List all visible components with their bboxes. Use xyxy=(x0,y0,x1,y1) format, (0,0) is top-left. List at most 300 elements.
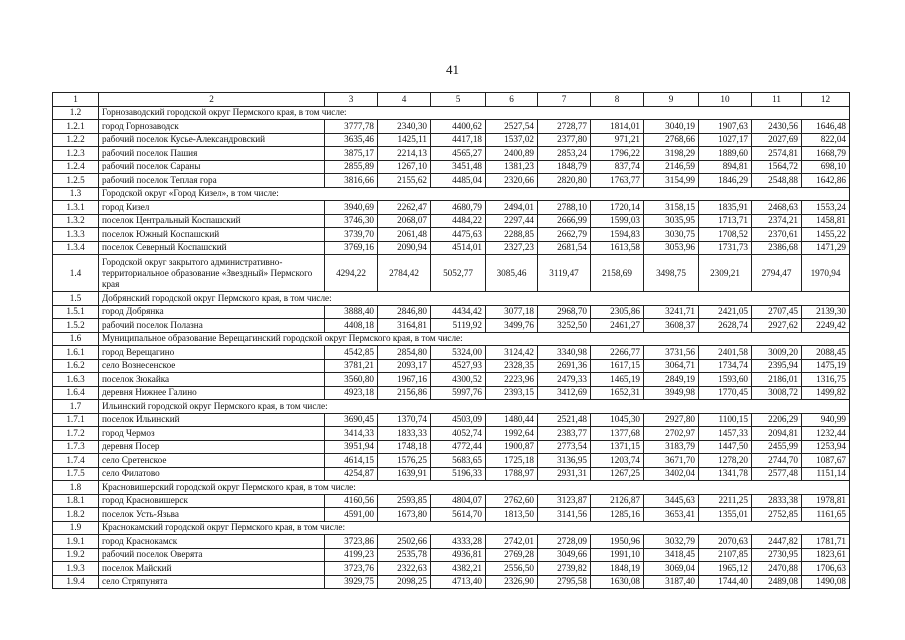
value-cell: 2593,85 xyxy=(378,494,431,508)
value-cell: 4527,93 xyxy=(431,359,486,373)
settlement-name-cell: поселок Южный Коспашский xyxy=(99,228,325,242)
row-code-cell: 1.2.3 xyxy=(53,147,99,161)
value-cell: 1788,97 xyxy=(486,467,538,481)
value-cell: 3141,56 xyxy=(538,508,591,522)
value-cell: 1708,52 xyxy=(699,228,752,242)
value-cell: 2527,54 xyxy=(486,120,538,134)
value-cell: 1267,10 xyxy=(378,160,431,174)
value-cell: 2479,33 xyxy=(538,373,591,387)
value-cell: 2107,85 xyxy=(699,548,752,562)
table-row xyxy=(53,562,850,576)
value-cell: 3241,71 xyxy=(644,305,699,319)
value-cell: 4475,63 xyxy=(431,228,486,242)
value-cell: 3739,70 xyxy=(325,228,378,242)
value-cell: 2666,99 xyxy=(538,214,591,228)
row-code-cell: 1.7.4 xyxy=(53,454,99,468)
value-cell: 2461,27 xyxy=(591,319,644,333)
value-cell: 1781,71 xyxy=(802,535,850,549)
settlement-name-cell: город Красновишерск xyxy=(99,494,325,508)
value-cell: 1713,71 xyxy=(699,214,752,228)
row-code-cell: 1.2.2 xyxy=(53,133,99,147)
value-cell: 5683,65 xyxy=(431,454,486,468)
value-cell: 1100,15 xyxy=(699,413,752,427)
row-code-cell: 1.2.1 xyxy=(53,120,99,134)
header-cell: 3 xyxy=(325,93,378,107)
value-cell: 1377,68 xyxy=(591,427,644,441)
value-cell: 2297,44 xyxy=(486,214,538,228)
row-code-cell: 1.6 xyxy=(53,332,99,346)
row-code-cell: 1.7.5 xyxy=(53,467,99,481)
value-cell: 971,21 xyxy=(591,133,644,147)
value-cell: 1613,58 xyxy=(591,241,644,255)
value-cell: 2158,69 xyxy=(591,255,644,292)
settlement-name-cell: поселок Усть-Язьва xyxy=(99,508,325,522)
value-cell: 4713,40 xyxy=(431,575,486,589)
value-cell: 3414,33 xyxy=(325,427,378,441)
value-cell: 2742,01 xyxy=(486,535,538,549)
section-row xyxy=(53,481,850,495)
value-cell: 1992,64 xyxy=(486,427,538,441)
value-cell: 2374,21 xyxy=(752,214,802,228)
value-cell: 2707,45 xyxy=(752,305,802,319)
value-cell: 1341,78 xyxy=(699,467,752,481)
value-cell: 2489,08 xyxy=(752,575,802,589)
settlement-name-cell: рабочий поселок Пашия xyxy=(99,147,325,161)
value-cell: 1045,30 xyxy=(591,413,644,427)
value-cell: 1668,79 xyxy=(802,147,850,161)
value-cell: 822,04 xyxy=(802,133,850,147)
value-cell: 1642,86 xyxy=(802,174,850,188)
value-cell: 4400,62 xyxy=(431,120,486,134)
value-cell: 1720,14 xyxy=(591,201,644,215)
settlement-name-cell: поселок Северный Коспашский xyxy=(99,241,325,255)
value-cell: 1499,82 xyxy=(802,386,850,400)
value-cell: 4772,44 xyxy=(431,440,486,454)
value-cell: 2556,50 xyxy=(486,562,538,576)
table-header xyxy=(53,93,850,107)
table-row xyxy=(53,174,850,188)
value-cell: 2370,61 xyxy=(752,228,802,242)
value-cell: 3030,75 xyxy=(644,228,699,242)
header-cell: 1 xyxy=(53,93,99,107)
value-cell: 1706,63 xyxy=(802,562,850,576)
value-cell: 1371,15 xyxy=(591,440,644,454)
value-cell: 4300,52 xyxy=(431,373,486,387)
header-cell: 11 xyxy=(752,93,802,107)
value-cell: 1823,61 xyxy=(802,548,850,562)
value-cell: 3769,16 xyxy=(325,241,378,255)
value-cell: 2739,82 xyxy=(538,562,591,576)
value-cell: 2094,81 xyxy=(752,427,802,441)
table-body xyxy=(53,106,850,589)
value-cell: 4936,81 xyxy=(431,548,486,562)
value-cell: 2061,48 xyxy=(378,228,431,242)
value-cell: 3412,69 xyxy=(538,386,591,400)
value-cell: 3340,98 xyxy=(538,346,591,360)
value-cell: 2288,85 xyxy=(486,228,538,242)
value-cell: 1161,65 xyxy=(802,508,850,522)
value-cell: 1087,67 xyxy=(802,454,850,468)
value-cell: 698,10 xyxy=(802,160,850,174)
value-cell: 3077,18 xyxy=(486,305,538,319)
table-row xyxy=(53,241,850,255)
value-cell: 3198,29 xyxy=(644,147,699,161)
value-cell: 1576,25 xyxy=(378,454,431,468)
header-row xyxy=(53,93,850,107)
value-cell: 1490,08 xyxy=(802,575,850,589)
value-cell: 1553,24 xyxy=(802,201,850,215)
value-cell: 3049,66 xyxy=(538,548,591,562)
value-cell: 2377,80 xyxy=(538,133,591,147)
settlement-name-cell: рабочий поселок Сараны xyxy=(99,160,325,174)
value-cell: 3008,72 xyxy=(752,386,802,400)
value-cell: 2326,90 xyxy=(486,575,538,589)
settlement-name-cell: село Филатово xyxy=(99,467,325,481)
value-cell: 1725,18 xyxy=(486,454,538,468)
value-cell: 1480,44 xyxy=(486,413,538,427)
value-cell: 1471,29 xyxy=(802,241,850,255)
value-cell: 2305,86 xyxy=(591,305,644,319)
value-cell: 4434,42 xyxy=(431,305,486,319)
row-code-cell: 1.9.4 xyxy=(53,575,99,589)
value-cell: 2156,86 xyxy=(378,386,431,400)
value-cell: 1846,29 xyxy=(699,174,752,188)
row-code-cell: 1.7.3 xyxy=(53,440,99,454)
value-cell: 2833,38 xyxy=(752,494,802,508)
value-cell: 3040,19 xyxy=(644,120,699,134)
row-code-cell: 1.5.1 xyxy=(53,305,99,319)
value-cell: 4680,79 xyxy=(431,201,486,215)
value-cell: 1991,10 xyxy=(591,548,644,562)
value-cell: 2383,77 xyxy=(538,427,591,441)
value-cell: 3635,46 xyxy=(325,133,378,147)
value-cell: 3499,76 xyxy=(486,319,538,333)
section-row xyxy=(53,332,850,346)
value-cell: 5614,70 xyxy=(431,508,486,522)
table-row xyxy=(53,373,850,387)
value-cell: 3124,42 xyxy=(486,346,538,360)
value-cell: 3777,78 xyxy=(325,120,378,134)
table-row xyxy=(53,133,850,147)
settlement-name-cell: город Добрянка xyxy=(99,305,325,319)
value-cell: 2393,15 xyxy=(486,386,538,400)
value-cell: 894,81 xyxy=(699,160,752,174)
settlement-name-cell: Городской округ закрытого административно-территориальное образование «Звездный» Пермского края xyxy=(99,255,325,292)
value-cell: 3498,75 xyxy=(644,255,699,292)
settlement-name-cell: рабочий поселок Оверята xyxy=(99,548,325,562)
settlement-name-cell: город Горнозаводск xyxy=(99,120,325,134)
value-cell: 3608,37 xyxy=(644,319,699,333)
value-cell: 2309,21 xyxy=(699,255,752,292)
value-cell: 2854,80 xyxy=(378,346,431,360)
section-row xyxy=(53,292,850,306)
value-cell: 2521,48 xyxy=(538,413,591,427)
section-row xyxy=(53,106,850,120)
value-cell: 2535,78 xyxy=(378,548,431,562)
value-cell: 2574,81 xyxy=(752,147,802,161)
row-code-cell: 1.7.1 xyxy=(53,413,99,427)
value-cell: 3154,99 xyxy=(644,174,699,188)
row-code-cell: 1.8 xyxy=(53,481,99,495)
value-cell: 1370,74 xyxy=(378,413,431,427)
value-cell: 3816,66 xyxy=(325,174,378,188)
value-cell: 2068,07 xyxy=(378,214,431,228)
value-cell: 3951,94 xyxy=(325,440,378,454)
value-cell: 3560,80 xyxy=(325,373,378,387)
header-cell: 6 xyxy=(486,93,538,107)
value-cell: 1907,63 xyxy=(699,120,752,134)
row-code-cell: 1.4 xyxy=(53,255,99,292)
row-code-cell: 1.3.1 xyxy=(53,201,99,215)
value-cell: 2849,19 xyxy=(644,373,699,387)
settlement-name-cell: город Краснокамск xyxy=(99,535,325,549)
section-title-cell: Муниципальное образование Верещагинский городской округ Пермского края, в том числе: xyxy=(99,332,850,346)
value-cell: 1748,18 xyxy=(378,440,431,454)
value-cell: 3085,46 xyxy=(486,255,538,292)
value-cell: 1278,20 xyxy=(699,454,752,468)
row-code-cell: 1.3.4 xyxy=(53,241,99,255)
section-row xyxy=(53,521,850,535)
value-cell: 2223,96 xyxy=(486,373,538,387)
value-cell: 2214,13 xyxy=(378,147,431,161)
value-cell: 2468,63 xyxy=(752,201,802,215)
row-code-cell: 1.5 xyxy=(53,292,99,306)
value-cell: 1813,50 xyxy=(486,508,538,522)
value-cell: 4804,07 xyxy=(431,494,486,508)
table-row xyxy=(53,201,850,215)
value-cell: 2927,62 xyxy=(752,319,802,333)
value-cell: 2820,80 xyxy=(538,174,591,188)
row-code-cell: 1.8.2 xyxy=(53,508,99,522)
value-cell: 4514,01 xyxy=(431,241,486,255)
value-cell: 1537,02 xyxy=(486,133,538,147)
value-cell: 1833,33 xyxy=(378,427,431,441)
value-cell: 3875,17 xyxy=(325,147,378,161)
value-cell: 1316,75 xyxy=(802,373,850,387)
settlement-name-cell: поселок Ильинский xyxy=(99,413,325,427)
value-cell: 3723,86 xyxy=(325,535,378,549)
row-code-cell: 1.9.2 xyxy=(53,548,99,562)
table-row xyxy=(53,467,850,481)
settlement-name-cell: поселок Майский xyxy=(99,562,325,576)
value-cell: 3723,76 xyxy=(325,562,378,576)
value-cell: 1457,33 xyxy=(699,427,752,441)
value-cell: 3418,45 xyxy=(644,548,699,562)
row-code-cell: 1.6.2 xyxy=(53,359,99,373)
value-cell: 1673,80 xyxy=(378,508,431,522)
value-cell: 1203,74 xyxy=(591,454,644,468)
value-cell: 837,74 xyxy=(591,160,644,174)
value-cell: 2262,47 xyxy=(378,201,431,215)
value-cell: 3451,48 xyxy=(431,160,486,174)
value-cell: 3064,71 xyxy=(644,359,699,373)
header-cell: 12 xyxy=(802,93,850,107)
value-cell: 1455,22 xyxy=(802,228,850,242)
value-cell: 1835,91 xyxy=(699,201,752,215)
value-cell: 3136,95 xyxy=(538,454,591,468)
value-cell: 1151,14 xyxy=(802,467,850,481)
header-cell: 4 xyxy=(378,93,431,107)
value-cell: 2146,59 xyxy=(644,160,699,174)
settlement-name-cell: рабочий поселок Полазна xyxy=(99,319,325,333)
value-cell: 2090,94 xyxy=(378,241,431,255)
value-cell: 1950,96 xyxy=(591,535,644,549)
value-cell: 2328,35 xyxy=(486,359,538,373)
value-cell: 1285,16 xyxy=(591,508,644,522)
value-cell: 4484,22 xyxy=(431,214,486,228)
table-row xyxy=(53,319,850,333)
settlement-name-cell: рабочий поселок Теплая гора xyxy=(99,174,325,188)
value-cell: 2728,77 xyxy=(538,120,591,134)
header-cell: 5 xyxy=(431,93,486,107)
row-code-cell: 1.6.1 xyxy=(53,346,99,360)
table-row xyxy=(53,508,850,522)
value-cell: 2752,85 xyxy=(752,508,802,522)
value-cell: 3009,20 xyxy=(752,346,802,360)
value-cell: 1639,91 xyxy=(378,467,431,481)
settlement-name-cell: город Чермоз xyxy=(99,427,325,441)
value-cell: 2421,05 xyxy=(699,305,752,319)
value-cell: 2386,68 xyxy=(752,241,802,255)
value-cell: 2846,80 xyxy=(378,305,431,319)
value-cell: 4408,18 xyxy=(325,319,378,333)
value-cell: 1465,19 xyxy=(591,373,644,387)
value-cell: 1744,40 xyxy=(699,575,752,589)
value-cell: 2455,99 xyxy=(752,440,802,454)
value-cell: 2249,42 xyxy=(802,319,850,333)
value-cell: 3053,96 xyxy=(644,241,699,255)
value-cell: 2795,58 xyxy=(538,575,591,589)
value-cell: 1447,50 xyxy=(699,440,752,454)
table-row xyxy=(53,575,850,589)
value-cell: 2702,97 xyxy=(644,427,699,441)
value-cell: 3940,69 xyxy=(325,201,378,215)
settlement-name-cell: деревня Нижнее Галино xyxy=(99,386,325,400)
value-cell: 4591,00 xyxy=(325,508,378,522)
value-cell: 2768,66 xyxy=(644,133,699,147)
value-cell: 1734,74 xyxy=(699,359,752,373)
header-cell: 8 xyxy=(591,93,644,107)
table-row xyxy=(53,346,850,360)
settlement-name-cell: село Сретенское xyxy=(99,454,325,468)
value-cell: 2401,58 xyxy=(699,346,752,360)
table-row xyxy=(53,386,850,400)
row-code-cell: 1.3.3 xyxy=(53,228,99,242)
row-code-cell: 1.3 xyxy=(53,187,99,201)
value-cell: 3746,30 xyxy=(325,214,378,228)
value-cell: 1617,15 xyxy=(591,359,644,373)
value-cell: 3929,75 xyxy=(325,575,378,589)
value-cell: 2088,45 xyxy=(802,346,850,360)
table-row xyxy=(53,120,850,134)
value-cell: 1594,83 xyxy=(591,228,644,242)
value-cell: 1731,73 xyxy=(699,241,752,255)
settlement-name-cell: село Стряпунята xyxy=(99,575,325,589)
row-code-cell: 1.3.2 xyxy=(53,214,99,228)
settlement-name-cell: город Кизел xyxy=(99,201,325,215)
value-cell: 1967,16 xyxy=(378,373,431,387)
value-cell: 1425,11 xyxy=(378,133,431,147)
table-row xyxy=(53,494,850,508)
value-cell: 3888,40 xyxy=(325,305,378,319)
value-cell: 1646,48 xyxy=(802,120,850,134)
table-row xyxy=(53,228,850,242)
settlement-name-cell: город Верещагино xyxy=(99,346,325,360)
value-cell: 940,99 xyxy=(802,413,850,427)
table-row xyxy=(53,255,850,292)
section-row xyxy=(53,400,850,414)
table-row xyxy=(53,413,850,427)
value-cell: 1763,77 xyxy=(591,174,644,188)
value-cell: 5997,76 xyxy=(431,386,486,400)
value-cell: 2681,54 xyxy=(538,241,591,255)
section-row xyxy=(53,187,850,201)
value-cell: 2548,88 xyxy=(752,174,802,188)
row-code-cell: 1.2 xyxy=(53,106,99,120)
value-cell: 1253,94 xyxy=(802,440,850,454)
row-code-cell: 1.9 xyxy=(53,521,99,535)
value-cell: 2577,48 xyxy=(752,467,802,481)
value-cell: 2927,80 xyxy=(644,413,699,427)
table-row xyxy=(53,548,850,562)
value-cell: 5324,00 xyxy=(431,346,486,360)
settlement-name-cell: поселок Центральный Коспашский xyxy=(99,214,325,228)
value-cell: 2730,95 xyxy=(752,548,802,562)
table-row xyxy=(53,305,850,319)
value-cell: 4565,27 xyxy=(431,147,486,161)
value-cell: 2784,42 xyxy=(378,255,431,292)
value-cell: 2968,70 xyxy=(538,305,591,319)
row-code-cell: 1.2.5 xyxy=(53,174,99,188)
value-cell: 3653,41 xyxy=(644,508,699,522)
table-row xyxy=(53,147,850,161)
value-cell: 3445,63 xyxy=(644,494,699,508)
value-cell: 1381,23 xyxy=(486,160,538,174)
row-code-cell: 1.9.1 xyxy=(53,535,99,549)
settlement-name-cell: деревня Посер xyxy=(99,440,325,454)
value-cell: 4614,15 xyxy=(325,454,378,468)
settlement-name-cell: поселок Зюкайка xyxy=(99,373,325,387)
value-cell: 2494,01 xyxy=(486,201,538,215)
value-cell: 1814,01 xyxy=(591,120,644,134)
row-code-cell: 1.7.2 xyxy=(53,427,99,441)
value-cell: 2788,10 xyxy=(538,201,591,215)
value-cell: 1796,22 xyxy=(591,147,644,161)
value-cell: 4052,74 xyxy=(431,427,486,441)
section-title-cell: Добрянский городской округ Пермского края, в том числе: xyxy=(99,292,850,306)
value-cell: 2340,30 xyxy=(378,120,431,134)
value-cell: 1978,81 xyxy=(802,494,850,508)
section-title-cell: Ильинский городской округ Пермского края, в том числе: xyxy=(99,400,850,414)
value-cell: 2430,56 xyxy=(752,120,802,134)
value-cell: 3119,47 xyxy=(538,255,591,292)
header-cell: 2 xyxy=(99,93,325,107)
value-cell: 2206,29 xyxy=(752,413,802,427)
value-cell: 2728,09 xyxy=(538,535,591,549)
value-cell: 3035,95 xyxy=(644,214,699,228)
value-cell: 1355,01 xyxy=(699,508,752,522)
table-row xyxy=(53,427,850,441)
value-cell: 1965,12 xyxy=(699,562,752,576)
value-cell: 1267,25 xyxy=(591,467,644,481)
row-code-cell: 1.7 xyxy=(53,400,99,414)
row-code-cell: 1.8.1 xyxy=(53,494,99,508)
value-cell: 3402,04 xyxy=(644,467,699,481)
value-cell: 2470,88 xyxy=(752,562,802,576)
value-cell: 2027,69 xyxy=(752,133,802,147)
value-cell: 2395,94 xyxy=(752,359,802,373)
value-cell: 2186,01 xyxy=(752,373,802,387)
